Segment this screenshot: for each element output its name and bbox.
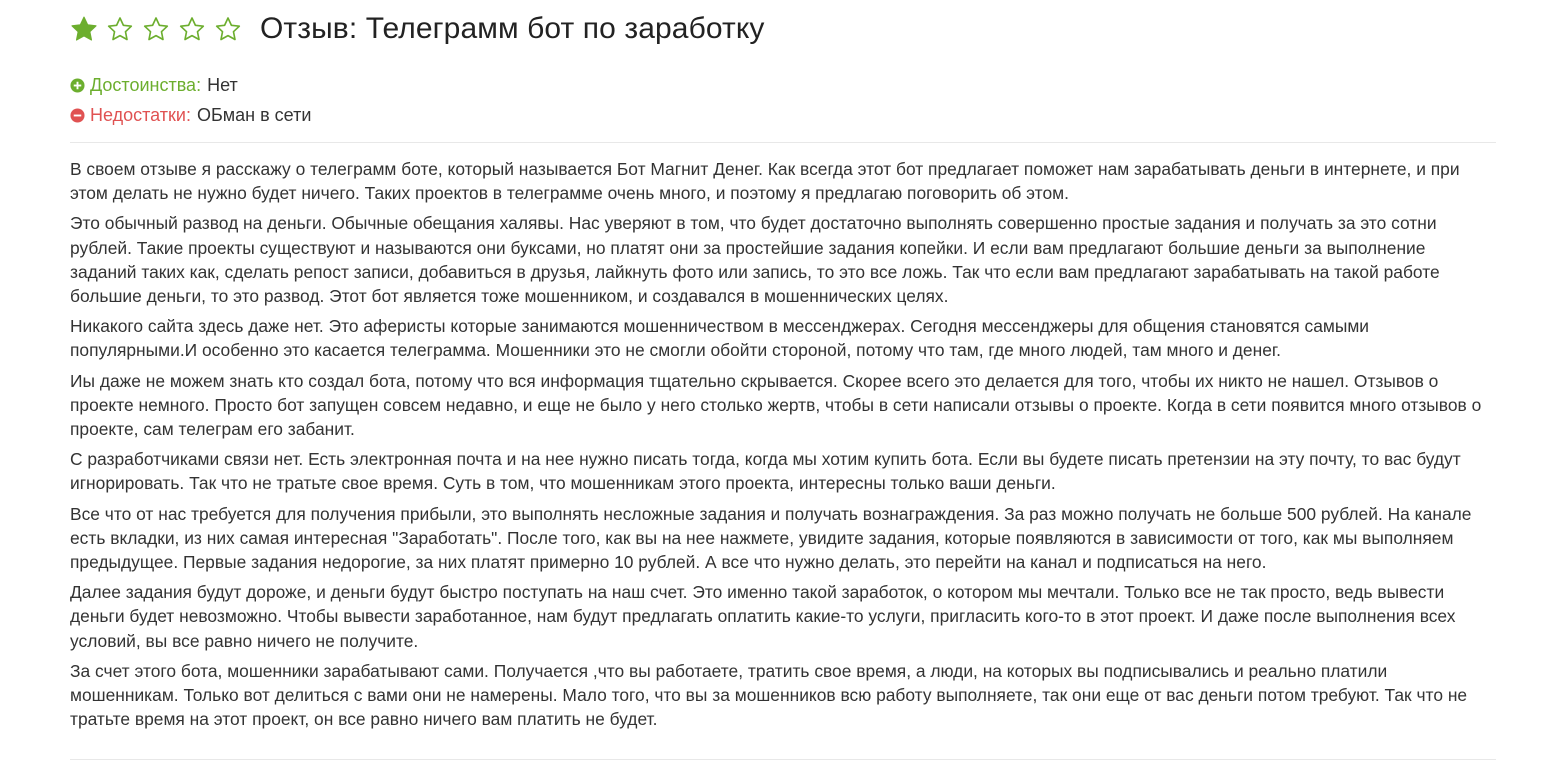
pros-value: Нет [207, 75, 238, 95]
review-paragraph: Это обычный развод на деньги. Обычные обещания халявы. Нас уверяют в том, что будет достаточно выполнять совершенно простые задания и получать за это сотни рублей. Такие проекты существуют и называются они буксами, но платят они за простейшие задания копейки. И если вам предлагают большие деньги за выполнение заданий таких как, сделать репост записи, добавиться в друзья, лайкнуть фото или запись, то это все ложь. Так что если вам предлагают зарабатывать на такой работе большие деньги, то это развод. Этот бот является тоже мошенником, и создавался в мошеннических целях. [70, 213, 1440, 307]
star-empty-icon [106, 15, 134, 43]
review-card [70, 0, 1496, 760]
review-body [70, 157, 1496, 760]
review-paragraph: Все что от нас требуется для получения прибыли, это выполнять несложные задания и получать вознаграждения. За раз можно получать не больше 500 рублей. На канале есть вкладки, из них самая интересная "Заработать". После того, как вы на нее нажмете, увидите задания, которые появляются в зависимости от того, как мы выполняем предыдущее. Первые задания недорогие, за них платят примерно 10 рублей. А все что нужно делать, это перейти на канал и подписаться на него. [70, 503, 1472, 573]
pros-row [70, 70, 1496, 100]
minus-circle-icon [70, 108, 85, 123]
review-paragraph: Никакого сайта здесь даже нет. Это аферисты которые занимаются мошенничеством в мессенджерах. Сегодня мессенджеры для общения становятся самыми популярными.И особенно это касается телеграмма. Мошенники это не смогли обойти стороной, потому что там, где много людей, там много и денег. [70, 316, 1369, 361]
rating-stars [70, 15, 250, 43]
review-paragraph: Иы даже не можем знать кто создал бота, потому что вся информация тщательно скрывается. Скорее всего это делается для того, чтобы их никто не нашел. Отзывов о проекте немного. Просто бот запущен совсем недавно, и еще не было у него столько жертв, чтобы в сети написали отзывы о проекте. Когда в сети появится много отзывов о проекте, сам телеграм его забанит. [70, 370, 1482, 440]
review-paragraph: В своем отзыве я расскажу о телеграмм боте, который называется Бот Магнит Денег. Как всегда этот бот предлагает поможет нам зарабатывать деньги в интернете, и при этом делать не нужно будет ничего. Таких проектов в телеграмме очень много, и поэтому я предлагаю поговорить об этом. [70, 159, 1460, 204]
star-filled-icon [70, 15, 98, 43]
review-paragraph: Далее задания будут дороже, и деньги будут быстро поступать на наш счет. Это именно такой заработок, о котором мы мечтали. Только все не так просто, ведь вывести деньги будет невозможно. Чтобы вывести заработанное, нам будут предлагать оплатить какие-то услуги, пригласить кого-то в этот проект. И даже после выполнения всех условий, вы все равно ничего не получите. [70, 582, 1456, 651]
star-empty-icon [142, 15, 170, 43]
review-title: Отзыв: Телеграмм бот по заработку [260, 12, 765, 45]
star-empty-icon [178, 15, 206, 43]
review-header [70, 0, 1496, 58]
plus-circle-icon [70, 78, 85, 93]
cons-row [70, 100, 1496, 130]
pros-cons [70, 70, 1496, 143]
review-paragraph: За счет этого бота, мошенники зарабатывают сами. Получается ,что вы работаете, тратить свое время, а люди, на которых вы подписывались и реально платили мошенникам. Только вот делиться с вами они не намерены. Мало того, что вы за мошенников всю работу выполняете, так они еще от вас деньги потом требуют. Так что не тратьте время на этот проект, он все равно ничего вам платить не будет. [70, 660, 1468, 730]
cons-value: ОБман в сети [196, 105, 312, 125]
review-paragraph: С разработчиками связи нет. Есть электронная почта и на нее нужно писать тогда, когда мы хотим купить бота. Если вы будете писать претензии на эту почту, то вас будут игнорировать. Так что не тратьте свое время. Суть в том, что мошенникам этого проекта, интересны только ваши деньги. [70, 449, 1461, 494]
pros-label: Достоинства: [90, 75, 202, 95]
cons-label: Недостатки: [90, 105, 191, 125]
star-empty-icon [214, 15, 242, 43]
